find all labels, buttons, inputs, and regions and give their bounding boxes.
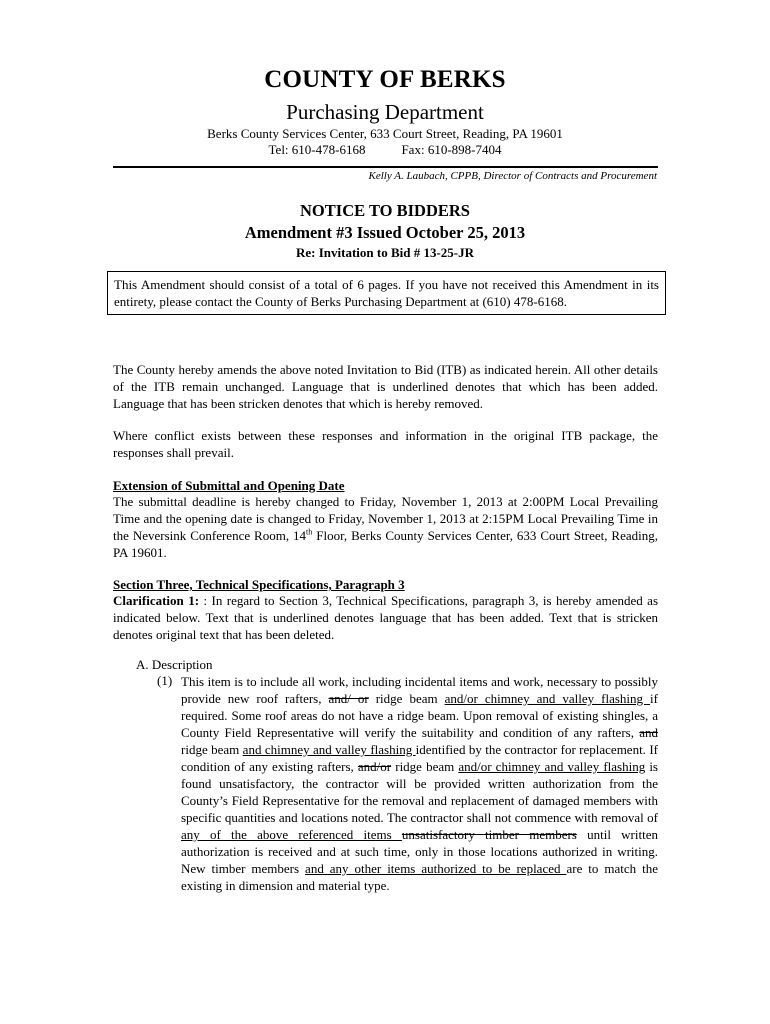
director-line: Kelly A. Laubach, CPPB, Director of Contracts and Procurement [368,170,657,182]
notice-title: NOTICE TO BIDDERS [300,201,470,220]
amendment-title: Amendment #3 Issued October 25, 2013 [244,223,526,242]
description-text: until written authorization is received and at such time, only in those locations authorized in writing. New timber members [181,827,658,876]
stricken-text: unsatisfactory timber members [401,827,577,842]
stricken-text: and/ or [328,691,369,706]
department-title: Purchasing Department [286,100,484,124]
description-text: ridge beam [368,691,445,706]
description-text: ridge beam [181,742,243,757]
added-text: and any other items authorized to be replaced [305,861,567,876]
section-three-heading: Section Three, Technical Specifications, Paragraph 3 [113,577,405,592]
extension-text-b: Floor, Berks County Services Center, 633 Court Street, Reading, PA 19601. [113,528,658,560]
extension-superscript: th [306,527,313,537]
amendment-notice-box: This Amendment should consist of a total of 6 pages. If you have not received this Amendment in its entirety, please contact the County of Berks Purchasing Department at (610) 478-6168. [107,271,666,315]
contact-line [0,142,770,158]
description-text: This item is to include all work, including incidental items and work, necessary to possibly provide new roof rafters, [181,674,658,706]
address-line: Berks County Services Center, 633 Court Street, Reading, PA 19601 [207,126,563,141]
header-rule [113,166,658,168]
added-text: any of the above referenced items [181,827,402,842]
stricken-text: and/or [357,759,392,774]
extension-paragraph [113,493,658,561]
stricken-text: and [639,725,658,740]
item-number: (1) [157,673,173,688]
fax-number: Fax: 610-898-7404 [401,142,502,157]
re-line: Re: Invitation to Bid # 13-25-JR [295,245,475,260]
added-text: and/or chimney and valley flashing [458,759,646,774]
clarification-label: Clarification 1: [113,593,200,608]
clarification-text: : In regard to Section 3, Technical Specifications, paragraph 3, is hereby amended as indicated below. Text that is underlined denotes language that has been added. Text that is stricken denotes original text that has been deleted. [113,593,658,642]
description-text: ridge beam [391,759,459,774]
added-text: and/or chimney and valley flashing [444,691,651,706]
description-text: are to match the existing in dimension and material type. [181,861,658,893]
description-text: identified by the contractor for replacement. If condition of any existing rafters, [181,742,658,774]
description-text: is found unsatisfactory, the contractor will be provided written authorization from the County’s Field Representative for the removal and replacement of damaged members with specific quantities and locations noted. The contractor shall not commence with removal of [181,759,658,825]
clarification-paragraph [113,592,658,643]
description-heading: A. Description [136,657,213,672]
county-title: COUNTY OF BERKS [264,66,506,93]
intro-paragraph: The County hereby amends the above noted Invitation to Bid (ITB) as indicated herein. All other details of the ITB remain unchanged. Language that is underlined denotes that which has been added. Language that has been stricken denotes that which is hereby removed. [113,362,658,411]
description-text: if required. Some roof areas do not have a ridge beam. Upon removal of existing shingles, a County Field Representative will verify the suitability and condition of any rafters, [181,691,658,740]
tel-number: Tel: 610-478-6168 [268,142,366,157]
extension-heading: Extension of Submittal and Opening Date [113,478,345,493]
extension-text-a: The submittal deadline is hereby changed to Friday, November 1, 2013 at 2:00PM Local Prevailing Time and the opening date is changed to Friday, November 1, 2013 at 2:15PM Local Prevailing Time in the Neversink Conference Room, 14 [113,494,658,543]
added-text: and chimney and valley flashing [242,742,416,757]
conflict-paragraph: Where conflict exists between these responses and information in the original ITB package, the responses shall prevail. [113,428,658,460]
description-item [181,673,658,894]
